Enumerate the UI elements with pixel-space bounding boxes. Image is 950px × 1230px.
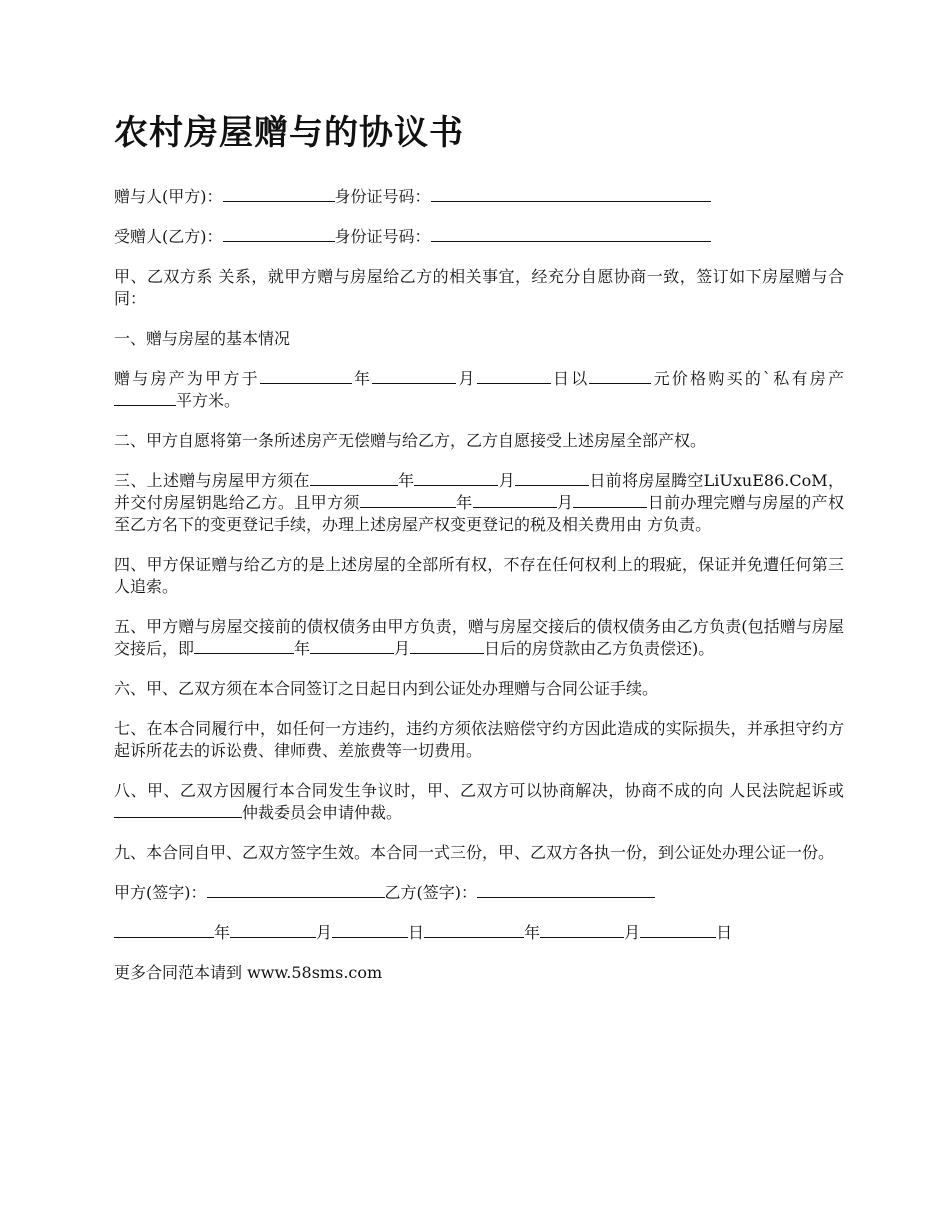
document-title: 农村房屋赠与的协议书 [114, 113, 464, 153]
section3-body [114, 470, 844, 536]
contract-document [114, 110, 844, 1002]
purchase-day-blank [477, 368, 551, 384]
handover-month-blank [310, 638, 394, 654]
purchase-year-blank [260, 368, 352, 384]
s1-text-d: 平方米。 [176, 391, 241, 410]
year-label: 年 [397, 471, 415, 490]
year-label: 年 [524, 923, 541, 942]
month-label: 月 [456, 369, 477, 388]
month-label: 月 [556, 493, 574, 512]
donee-id-label: 身份证号码： [334, 227, 431, 246]
arbitration-blank [114, 802, 242, 818]
sign-a-month-blank [230, 922, 316, 938]
transfer-day-blank [573, 492, 647, 508]
year-label: 年 [294, 639, 311, 658]
s1-text-b: 日以 [550, 369, 590, 388]
signature-line [114, 882, 844, 904]
donee-name-blank [223, 226, 335, 242]
s5-text-b: 日后的房贷款由乙方负责偿还)。 [484, 639, 715, 658]
month-label: 月 [316, 923, 333, 942]
month-label: 月 [624, 923, 641, 942]
section9-paragraph: 九、本合同自甲、乙双方签字生效。本合同一式三份，甲、乙双方各执一份，到公证处办理公证一份。 [114, 843, 835, 862]
s1-text-c: 元价格购买的`私有房产 [651, 369, 844, 388]
donor-id-blank [431, 186, 711, 202]
s1-text-a: 赠与房产为甲方于 [114, 369, 260, 388]
donee-id-blank [431, 226, 711, 242]
handover-year-blank [194, 638, 294, 654]
purchase-month-blank [372, 368, 456, 384]
donor-line [114, 186, 844, 208]
vacate-year-blank [310, 470, 398, 486]
vacate-day-blank [515, 470, 589, 486]
section8-body [114, 780, 844, 824]
s8-text-a: 八、甲、乙双方因履行本合同发生争议时，甲、乙双方可以协商解决，协商不成的向 人民法院起诉或 [114, 781, 844, 800]
s8-text-b: 仲裁委员会申请仲裁。 [242, 803, 403, 822]
day-label: 日 [408, 923, 425, 942]
year-label: 年 [351, 369, 373, 388]
handover-day-blank [410, 638, 484, 654]
price-blank [589, 368, 651, 384]
donor-label: 赠与人(甲方)： [114, 187, 223, 206]
s5-text-a: 五、甲方赠与房屋交接前的债权债务由甲方负责，赠与房屋交接后的债权债务由乙方负责(包括赠与房屋交接后，即 [114, 617, 844, 658]
footer-note: 更多合同范本请到 www.58sms.com [114, 963, 383, 982]
sign-b-year-blank [424, 922, 524, 938]
party-a-sign-blank [207, 882, 385, 898]
intro-paragraph: 甲、乙双方系 关系，就甲方赠与房屋给乙方的相关事宜，经充分自愿协商一致，签订如下房屋赠与合同： [114, 267, 844, 308]
section7-paragraph: 七、在本合同履行中，如任何一方违约，违约方须依法赔偿守约方因此造成的实际损失，并承担守约方起诉所花去的诉讼费、律师费、差旅费等一切费用。 [114, 719, 844, 760]
donee-line [114, 226, 844, 248]
donee-label: 受赠人(乙方)： [114, 227, 223, 246]
area-blank [114, 390, 176, 406]
section2-paragraph: 二、甲方自愿将第一条所述房产无偿赠与给乙方，乙方自愿接受上述房屋全部产权。 [114, 431, 707, 450]
section1-body [114, 368, 844, 412]
donor-id-label: 身份证号码： [334, 187, 431, 206]
s3-text-b: 日前将房屋腾空LiUxuE86.CoM，并交付房屋钥匙给乙方。且甲方须 [114, 471, 844, 512]
party-b-sign-label: 乙方(签字)： [384, 883, 477, 902]
sign-a-day-blank [332, 922, 408, 938]
section5-body [114, 616, 844, 660]
section6-paragraph: 六、甲、乙双方须在本合同签订之日起日内到公证处办理赠与合同公证手续。 [114, 679, 659, 698]
donor-name-blank [223, 186, 335, 202]
party-a-sign-label: 甲方(签字)： [114, 883, 207, 902]
sign-b-day-blank [640, 922, 716, 938]
date-line [114, 922, 844, 944]
transfer-year-blank [360, 492, 456, 508]
year-label: 年 [214, 923, 231, 942]
sign-b-month-blank [540, 922, 624, 938]
month-label: 月 [394, 639, 411, 658]
transfer-month-blank [473, 492, 557, 508]
year-label: 年 [455, 493, 473, 512]
s3-text-a: 三、上述赠与房屋甲方须在 [114, 471, 310, 490]
section4-paragraph: 四、甲方保证赠与给乙方的是上述房屋的全部所有权，不存在任何权利上的瑕疵，保证并免遭任何第三人追索。 [114, 555, 844, 596]
party-b-sign-blank [477, 882, 655, 898]
day-label: 日 [716, 923, 733, 942]
sign-a-year-blank [114, 922, 214, 938]
s3-text-c: 日前办理完赠与房屋的产权至乙方名下的变更登记手续，办理上述房屋产权变更登记的税及相关费用由 方负责。 [114, 493, 844, 534]
month-label: 月 [498, 471, 516, 490]
vacate-month-blank [414, 470, 498, 486]
section1-heading: 一、赠与房屋的基本情况 [114, 329, 291, 348]
